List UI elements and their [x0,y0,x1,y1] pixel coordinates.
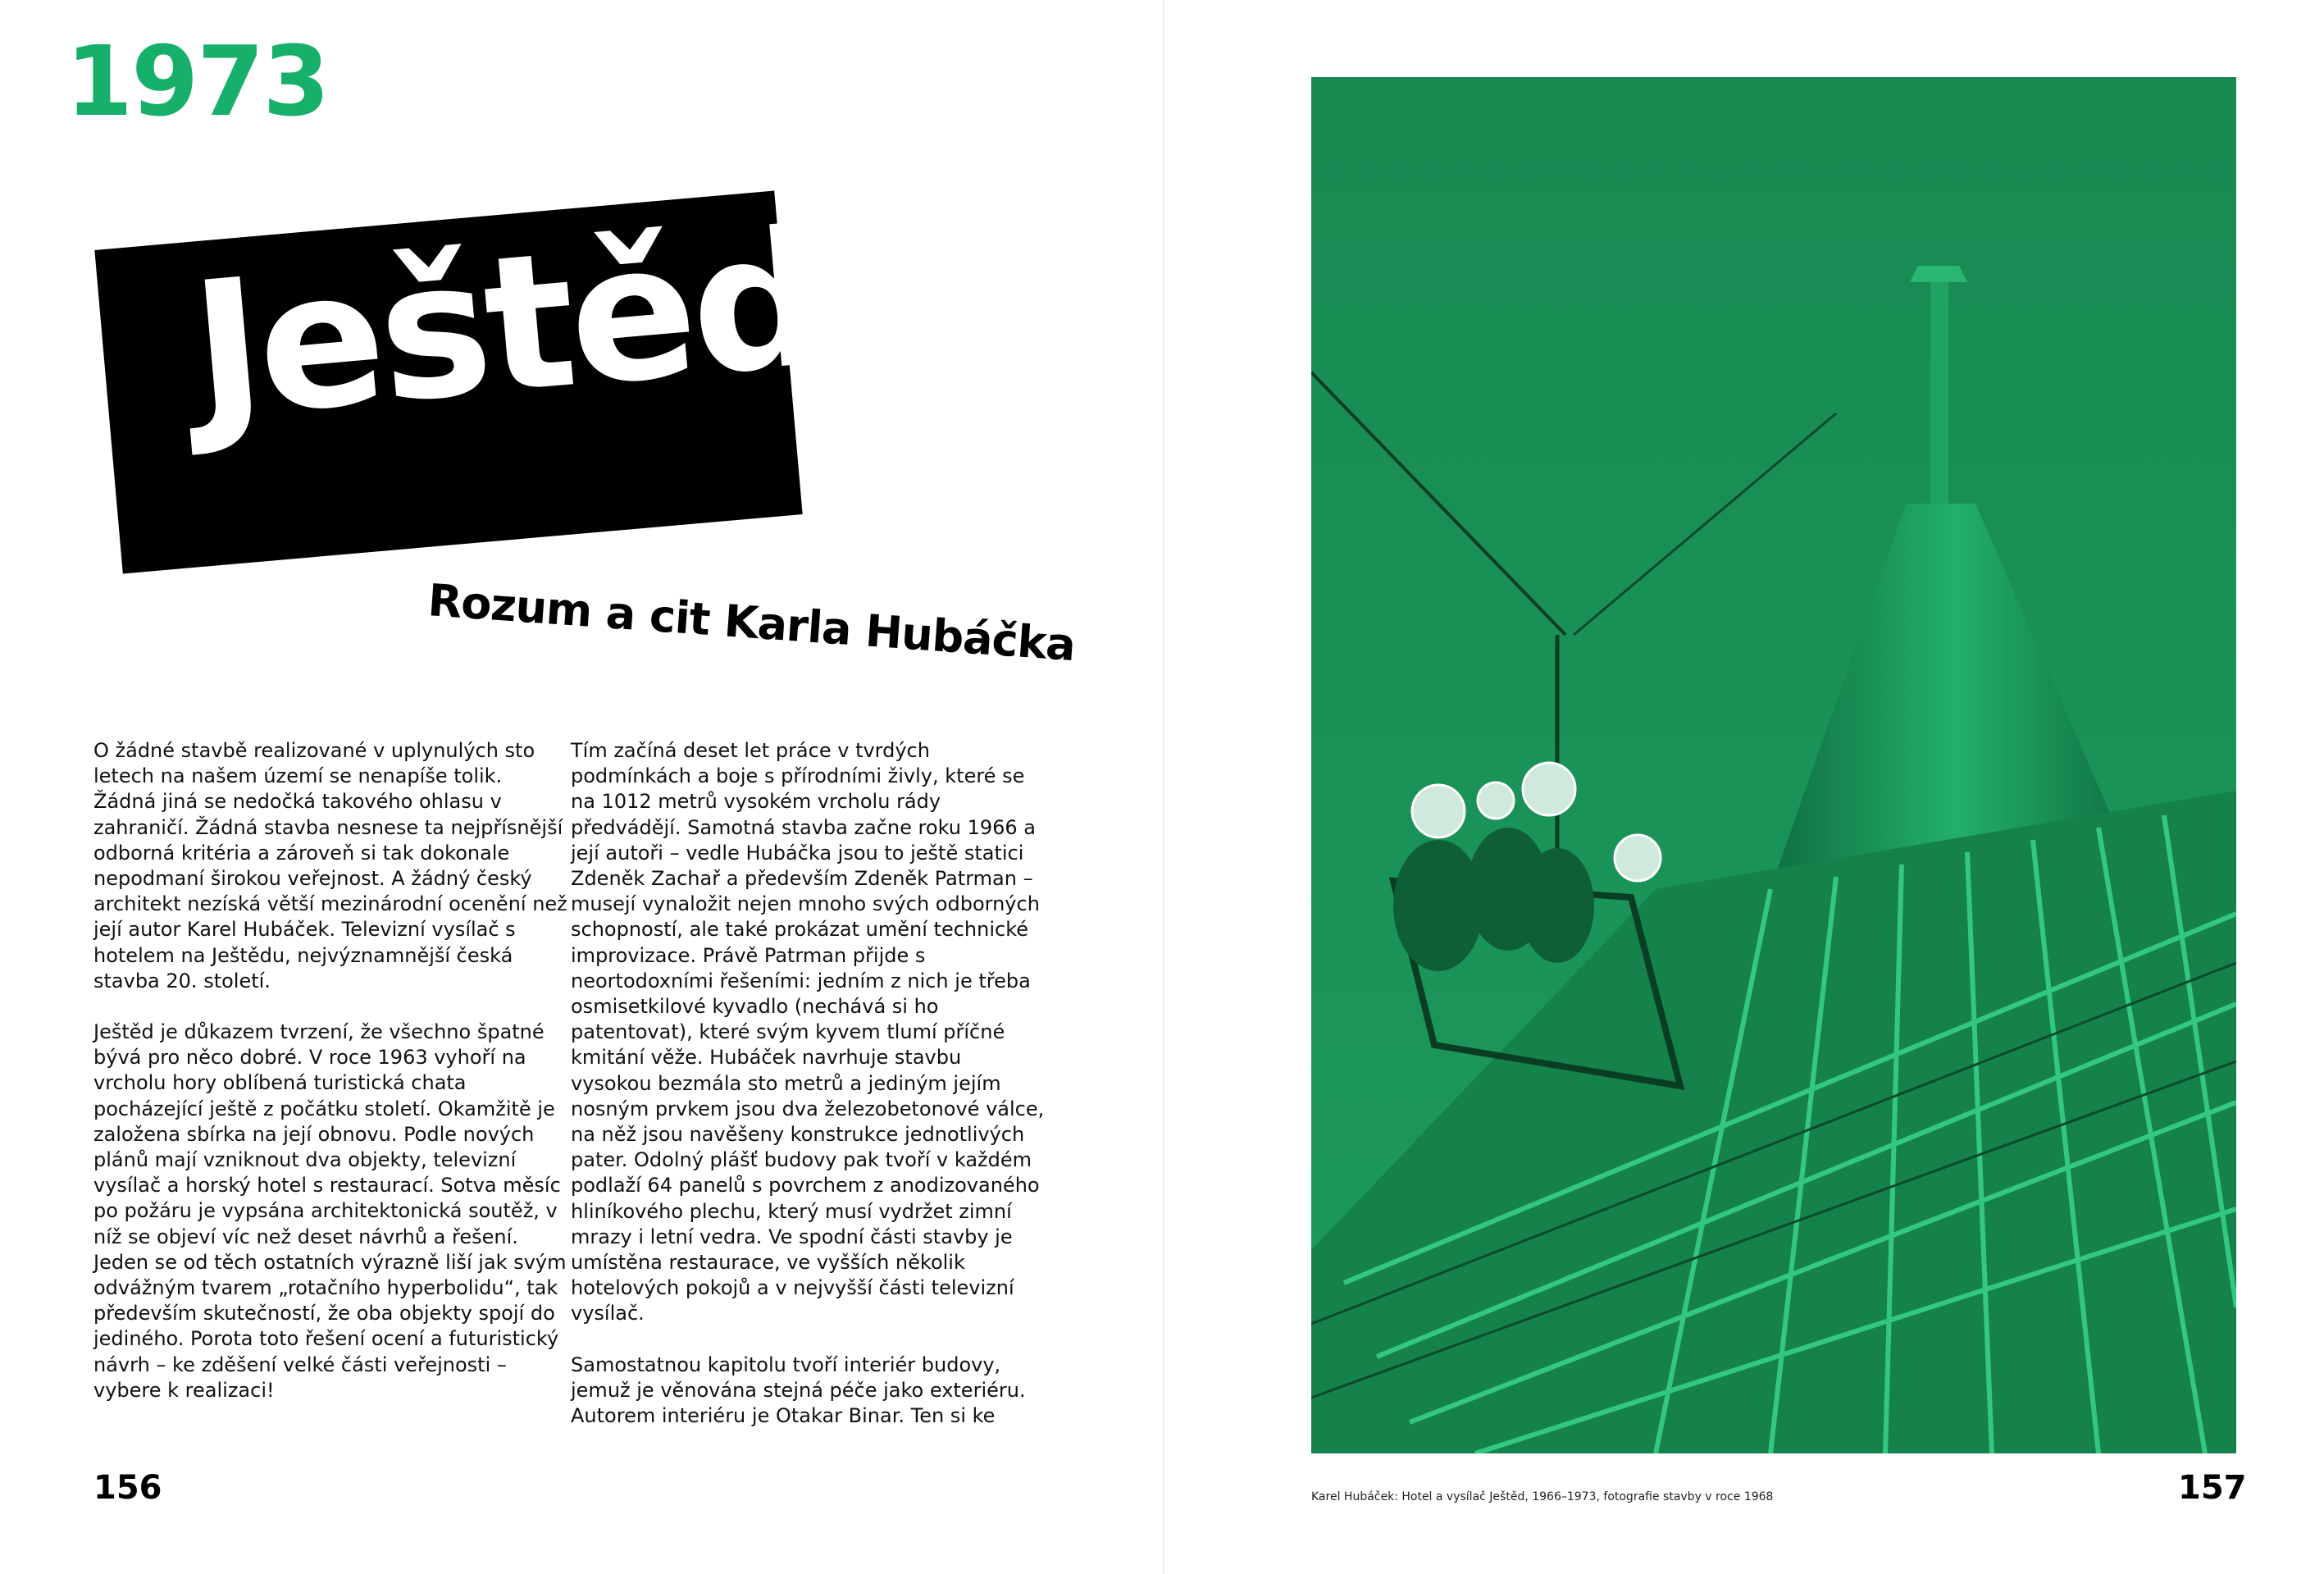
paragraph: Samostatnou kapitolu tvoří interiér budovy, jemuž je věnována stejná péče jako exteriéru. Autorem interiéru je Otakar Binar. Ten si ke [571,1353,1026,1428]
text-column-left [93,738,569,1429]
spine-gutter [1163,0,1164,1574]
page-number-right: 157 [2178,1469,2247,1507]
year-heading: 1973 [66,25,329,138]
photo-caption: Karel Hubáček: Hotel a vysílač Ještěd, 1966–1973, fotografie stavby v roce 1968 [1311,1490,1774,1503]
tower-illustration [1311,77,2236,1453]
page-number-left: 156 [93,1469,162,1507]
paragraph: Tím začíná deset let práce v tvrdých podmínkách a boje s přírodními živly, které se na 1012 metrů vysokém vrcholu rády předvádějí. Samotná stavba začne roku 1966 a její autoři – vedle Hubáčka jsou to ještě statici Zdeněk Zachař a především Zdeněk Patrman – musejí vynaložit nejen mnoho svých odborných schopností, ale také prokázat umění technické improvizace. Právě Patrman přijde s neortodoxními řešeními: jedním z nich je třeba osmisetkilové kyvadlo (nechává si ho patentovat), které svým kyvem tlumí příčné kmitání věže. Hubáček navrhuje stavbu vysokou bezmála sto metrů a jediným jejím nosným prvkem jsou dva železobetonové válce, na něž jsou navěšeny konstrukce jednotlivých pater. Odolný plášť budovy pak tvoří v každém podlaží 64 panelů s povrchem z anodizovaného hliníkového plechu, který musí vydržet zimní mrazy i letní vedra. Ve spodní části stavby je umístěna restaurace, ve vyšších několik hotelových pokojů a v nejvyšší části televizní vysílač. [571,739,1045,1325]
text-column-right [571,738,1046,1454]
tower-construction-photo [1311,77,2236,1453]
paragraph: O žádné stavbě realizované v uplynulých sto letech na našem území se nenapíše tolik. Žádná jiná se nedočká takového ohlasu v zahraničí. Žádná stavba nesnese ta nejpřísnější odborná kritéria a zároveň si tak dokonale nepodmaní širokou veřejnost. A žádný český architekt nezíská větší mezinárodní ocenění než její autor Karel Hubáček. Televizní vysílač s hotelem na Ještědu, nejvýznamnější česká stavba 20. století. [93,739,567,992]
chapter-subtitle: Rozum a cit Karla Hubáčka [426,574,1078,672]
paragraph: Ještěd je důkazem tvrzení, že všechno špatné bývá pro něco dobré. V roce 1963 vyhoří na vrcholu hory oblíbená turistická chata pocházející ještě z počátku století. Okamžitě je založena sbírka na její obnovu. Podle nových plánů mají vzniknout dva objekty, televizní vysílač a horský hotel s restaurací. Sotva měsíc po požáru je vypsána architektonická soutěž, v níž se objeví víc než deset návrhů a řešení. Jeden se od těch ostatních výrazně liší jak svým odvážným tvarem „rotačního hyperbolidu“, tak především skutečností, že oba objekty spojí do jediného. Porota toto řešení ocení a futuristický návrh – ke zděšení velké části veřejnosti – vybere k realizaci! [93,1020,567,1402]
chapter-title: Ještěd [184,189,830,461]
